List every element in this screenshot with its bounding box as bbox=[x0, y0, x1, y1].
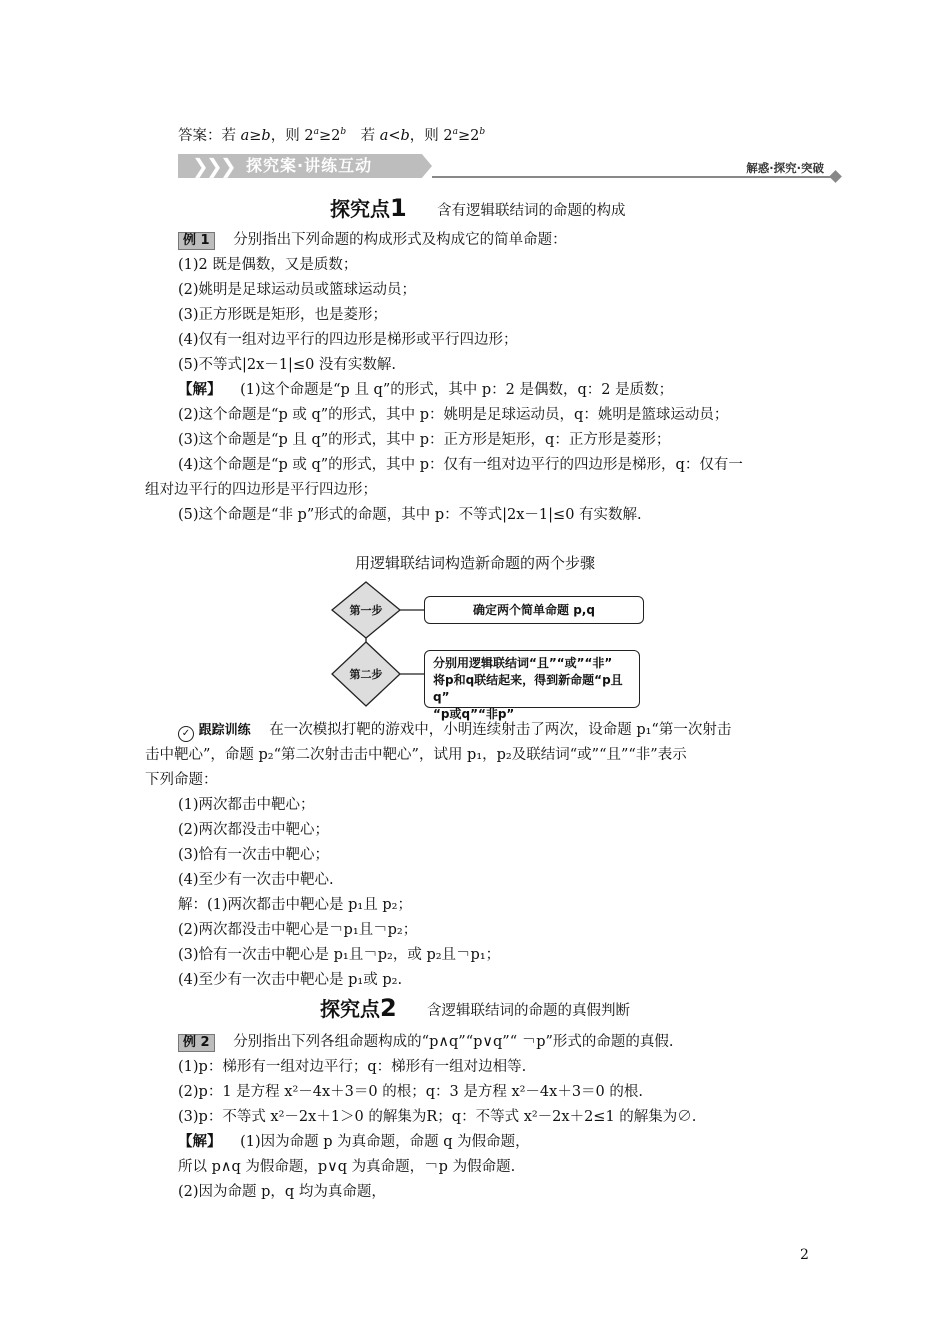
ex2-tag: 例 2 bbox=[178, 1034, 215, 1052]
ex2-item: (3)p：不等式 x²－2x＋1＞0 的解集为R；q：不等式 x²－2x＋2≤1 的解集为∅. bbox=[178, 1109, 697, 1125]
ex1-stem-line bbox=[178, 230, 567, 250]
step1-label: 第一步 bbox=[349, 604, 383, 617]
track-item: (4)至少有一次击中靶心. bbox=[178, 872, 334, 888]
section1-label: 探究点 bbox=[330, 197, 390, 221]
section1-number: 1 bbox=[390, 194, 407, 222]
ex1-sol-line: (5)这个命题是“非 p”形式的命题，其中 p：不等式|2x－1|≤0 有实数解. bbox=[178, 507, 642, 523]
section-banner bbox=[178, 152, 838, 180]
ex2-item: (2)p：1 是方程 x²－4x＋3＝0 的根；q：3 是方程 x²－4x＋3＝0 的根. bbox=[178, 1084, 644, 1100]
track-item: (3)恰有一次击中靶心； bbox=[178, 847, 330, 863]
answer-line bbox=[178, 122, 485, 146]
section2-label: 探究点 bbox=[320, 997, 380, 1021]
step2-line: 分别用逻辑联结词“且”“或”“非” bbox=[433, 656, 613, 670]
ex1-item: (5)不等式|2x－1|≤0 没有实数解. bbox=[178, 357, 397, 373]
banner-rule bbox=[432, 176, 840, 178]
ex1-tag: 例 1 bbox=[178, 232, 215, 250]
page-number: 2 bbox=[800, 1247, 809, 1263]
ex2-sol-line: (2)因为命题 p，q 均为真命题， bbox=[178, 1184, 386, 1200]
track-sol: (3)恰有一次击中靶心是 p₁且￢p₂，或 p₂且￢p₁； bbox=[178, 947, 501, 963]
track-sol: (4)至少有一次击中靶心是 p₁或 p₂. bbox=[178, 972, 403, 988]
ge-sign: ≥ bbox=[249, 127, 262, 144]
track-sol: (2)两次都没击中靶心是￢p₁且￢p₂； bbox=[178, 922, 418, 938]
var-b: b bbox=[261, 127, 271, 144]
figure-title: 用逻辑联结词构造新命题的两个步骤 bbox=[354, 554, 595, 572]
track-item: (1)两次都击中靶心； bbox=[178, 797, 315, 813]
track-line: 下列命题： bbox=[145, 772, 218, 788]
track-text: 在一次模拟打靶的游戏中，小明连续射击了两次，设命题 p₁“第一次射击 bbox=[269, 722, 732, 738]
answer-mid2: ，则 2 bbox=[409, 127, 453, 144]
banner-title: 探究案·讲练互动 bbox=[246, 156, 373, 175]
track-sol: 解：(1)两次都击中靶心是 p₁且 p₂； bbox=[178, 897, 412, 913]
banner-right-label: 解惑·探究·突破 bbox=[746, 161, 824, 175]
ex2-item: (1)p：梯形有一组对边平行；q：梯形有一组对边相等. bbox=[178, 1059, 527, 1075]
track-line: 击中靶心”，命题 p₂“第二次射击击中靶心”，试用 p₁，p₂及联结词“或”“且”“非”表示 bbox=[145, 747, 687, 763]
ex2-sol-line: 所以 p∧q 为假命题，p∨q 为真命题，￢p 为假命题. bbox=[178, 1159, 516, 1175]
ex1-stem: 分别指出下列命题的构成形式及构成它的简单命题： bbox=[233, 232, 567, 248]
ex1-sol-line: (4)这个命题是“p 或 q”的形式，其中 p：仅有一组对边平行的四边形是梯形，q：仅有一 bbox=[178, 457, 743, 473]
ex1-sol-line: (3)这个命题是“p 且 q”的形式，其中 p：正方形是矩形，q：正方形是菱形； bbox=[178, 432, 671, 448]
step2-line: 将p和q联结起来，得到新命题“p且q” bbox=[433, 673, 623, 704]
section2-number: 2 bbox=[380, 994, 397, 1022]
check-icon: ✓ bbox=[178, 726, 194, 742]
ex1-solution-line bbox=[178, 380, 673, 400]
ex1-sol-text: (1)这个命题是“p 且 q”的形式，其中 p：2 是偶数，q：2 是质数； bbox=[240, 382, 674, 398]
section1-heading bbox=[330, 195, 407, 222]
chevron-right-icon: ❯ bbox=[192, 154, 209, 178]
answer-gap: 若 bbox=[346, 127, 380, 144]
exp-b: b bbox=[340, 127, 347, 137]
answer-mid1: ，则 2 bbox=[270, 127, 314, 144]
var-a2: a bbox=[379, 127, 389, 144]
exp-a: a bbox=[313, 127, 319, 137]
ex2-stem: 分别指出下列各组命题构成的“p∧q”“p∨q”“ ￢p”形式的命题的真假. bbox=[233, 1034, 674, 1050]
ex2-stem-line bbox=[178, 1032, 674, 1052]
step1-text: 确定两个简单命题 p,q bbox=[473, 603, 595, 617]
diamond-icon bbox=[829, 170, 842, 183]
ex1-sol-line: (2)这个命题是“p 或 q”的形式，其中 p：姚明是足球运动员，q：姚明是篮球运动员； bbox=[178, 407, 729, 423]
step2-box bbox=[424, 650, 640, 721]
exp-a2: a bbox=[452, 127, 459, 137]
lt-sign: < bbox=[388, 127, 401, 144]
answer-prefix: 答案：若 bbox=[178, 127, 241, 144]
step2-line: “p或q”“非p” bbox=[433, 707, 515, 721]
section1-subtitle: 含有逻辑联结词的命题的构成 bbox=[437, 203, 626, 219]
ex2-sol-text: (1)因为命题 p 为真命题，命题 q 为假命题， bbox=[240, 1134, 530, 1150]
var-b2: b bbox=[400, 127, 410, 144]
ex1-item: (1)2 既是偶数，又是质数； bbox=[178, 257, 358, 273]
section2-heading bbox=[320, 995, 397, 1022]
ex1-item: (3)正方形既是矩形，也是菱形； bbox=[178, 307, 388, 323]
ex2-sol-tag: 【解】 bbox=[178, 1133, 222, 1150]
chevron-right-icon: ❯ bbox=[220, 154, 237, 178]
step1-box bbox=[424, 596, 644, 624]
ge-two: ≥2 bbox=[318, 127, 341, 144]
exp-b2: b bbox=[479, 127, 486, 137]
chevron-right-icon: ❯ bbox=[206, 154, 223, 178]
var-a: a bbox=[240, 127, 250, 144]
ex1-item: (4)仅有一组对边平行的四边形是梯形或平行四边形； bbox=[178, 332, 518, 348]
ex2-solution-line bbox=[178, 1132, 530, 1152]
track-tag: 跟踪训练 bbox=[198, 723, 251, 738]
ex1-item: (2)姚明是足球运动员或篮球运动员； bbox=[178, 282, 417, 298]
section2-subtitle: 含逻辑联结词的命题的真假判断 bbox=[427, 1003, 630, 1019]
ge-two-2: ≥2 bbox=[458, 127, 480, 144]
track-item: (2)两次都没击中靶心； bbox=[178, 822, 330, 838]
ex1-sol-tag: 【解】 bbox=[178, 381, 222, 398]
ex1-sol-line: 组对边平行的四边形是平行四边形； bbox=[145, 482, 377, 498]
step2-label: 第二步 bbox=[349, 668, 383, 681]
track-line bbox=[178, 720, 731, 742]
